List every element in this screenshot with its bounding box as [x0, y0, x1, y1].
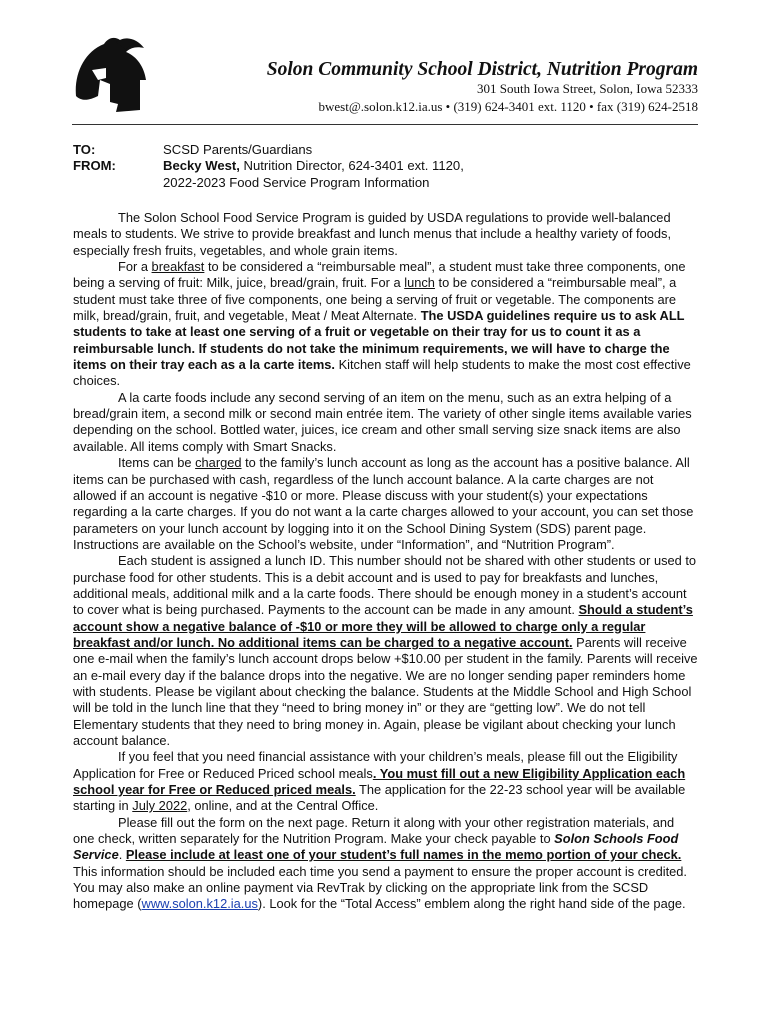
lunch-term: lunch [404, 275, 435, 291]
paragraph-payment [73, 815, 698, 913]
text: , online, and at the Central Office. [187, 798, 379, 814]
charged-term: charged [195, 455, 242, 471]
text: ). Look for the “Total Access” emblem along the right hand side of the page. [257, 896, 686, 912]
spartan-helmet-icon [70, 34, 152, 114]
text: If you feel that you need financial assistance with your children’s meals, please fill out the Eligibility Application for Free or Reduced Priced school meals [73, 749, 678, 781]
district-address: 301 South Iowa Street, Solon, Iowa 52333 [477, 81, 698, 96]
payee-name: Solon Schools Food Service [73, 831, 679, 863]
memo-instruction: Please include at least one of your student’s full names in the memo portion of your check. [125, 847, 682, 863]
text: to the family’s lunch account as long as the account has a positive balance. All items can be purchased with cash, regardless of the lunch account balance. A la carte charges are not allowed if an account is negative -$10 or more. Please discuss with your student(s) your expectations regarding a la carte charges. If you do not want a la carte charges allowed to your account, you can set those parameters on your lunch account by logging into it on the School Dining System (SDS) parent page. Instructions are available on the School’s website, under “Information”, and “Nutrition Program”. [73, 455, 694, 552]
text: Items can be [118, 455, 196, 471]
paragraph-charges [73, 455, 698, 553]
text: For a [118, 259, 152, 275]
district-title: Solon Community School District, Nutrition Program [266, 59, 698, 80]
breakfast-term: breakfast [151, 259, 205, 275]
district-website-link[interactable]: www.solon.k12.ia.us [141, 896, 258, 912]
usda-guideline-notice: The USDA guidelines require us to ask ALL students to take at least one serving of a fruit or vegetable on their tray for us to count it as a reimbursable lunch. If students do not take the minimum requirements, we will have to charge the items on their tray each as a la carte items. [73, 308, 685, 373]
paragraph-reimbursable-meal [73, 259, 698, 390]
from-subject: 2022-2023 Food Service Program Information [163, 174, 430, 190]
availability-date: July 2022 [132, 798, 188, 814]
text: Each student is assigned a lunch ID. This number should not be shared with other students or used to purchase food for other students. This is a debit account and is used to pay for breakfasts and lunches, additional meals, additional milk and a la carte foods. There should be enough money in a student’s account to cover what is being purchased. Payments to the account can be made in any amount. [73, 553, 697, 618]
text: The application for the 22-23 school year will be available starting in [73, 782, 686, 814]
to-label: TO: [73, 142, 96, 157]
memo-header [73, 142, 699, 191]
to-value: SCSD Parents/Guardians [163, 142, 313, 157]
from-name: Becky West, [163, 158, 240, 174]
eligibility-notice: . You must fill out a new Eligibility Application each school year for Free or Reduced priced meals. [73, 765, 686, 798]
letterhead-divider [72, 124, 698, 125]
memo-from-row [73, 158, 699, 191]
text: Kitchen staff will help students to make the most cost effective choices. [73, 357, 691, 389]
text: . [118, 847, 126, 863]
paragraph-intro: The Solon School Food Service Program is guided by USDA regulations to provide well-balanced meals to students. We strive to provide breakfast and lunch menus that include a healthy variety of foods, especially fresh fruits, vegetables, and whole grain items. [73, 210, 672, 258]
from-value [163, 158, 699, 191]
letter-body [73, 210, 698, 913]
from-title: Nutrition Director, 624-3401 ext. 1120, [239, 158, 464, 174]
from-label: FROM: [73, 158, 116, 174]
paragraph-financial-assistance [73, 749, 698, 814]
district-contact: bwest@.solon.k12.ia.us • (319) 624-3401 ext. 1120 • fax (319) 624-2518 [318, 99, 698, 114]
text: Please fill out the form on the next page. Return it along with your other registration materials, and one check, written separately for the Nutrition Program. Make your check payable to [73, 814, 675, 847]
text: This information should be included each time you send a payment to ensure the proper account is credited. You may also make an online payment via RevTrak by clicking on the appropriate link from the SCSD homepage ( [73, 863, 688, 912]
text: to be considered a “reimbursable meal”, a student must take three of five components, one being a serving of fruit or vegetable. The components are milk, bread/grain, fruit, and vegetable, Meat / Meat Alternate. [73, 275, 677, 324]
text: Parents will receive one e-mail when the family’s lunch account drops below +$10.00 per student in the family. Parents will receive an e-mail every day if the balance drops into the negative. We are no longer sending paper reminders home with students. Please be vigilant about checking the balance. Students at the Middle School and High School will be told in the lunch line that they “need to bring money in” or they are “getting low”. We do not tell Elementary students that they need to bring money in. Again, please be vigilant about checking your lunch account balance. [73, 634, 698, 748]
paragraph-lunch-id [73, 553, 698, 749]
negative-balance-notice: Should a student’s account show a negative balance of -$10 or more they will be allowed to charge only a regular breakfast and/or lunch. No additional items can be charged to a negative account. [73, 602, 693, 650]
text: to be considered a “reimbursable meal”, a student must take three components, one being a serving of fruit: Milk, juice, bread/grain, fruit. For a [73, 259, 686, 291]
paragraph-a-la-carte: A la carte foods include any second serving of an item on the menu, such as an extra helping of a bread/grain item, a second milk or second main entrée item. The variety of other single items available varies depending on the school. Bottled water, juices, ice cream and other small serving size snack items are also available. All items comply with Smart Snacks. [73, 389, 692, 454]
memo-to-row [73, 142, 699, 158]
